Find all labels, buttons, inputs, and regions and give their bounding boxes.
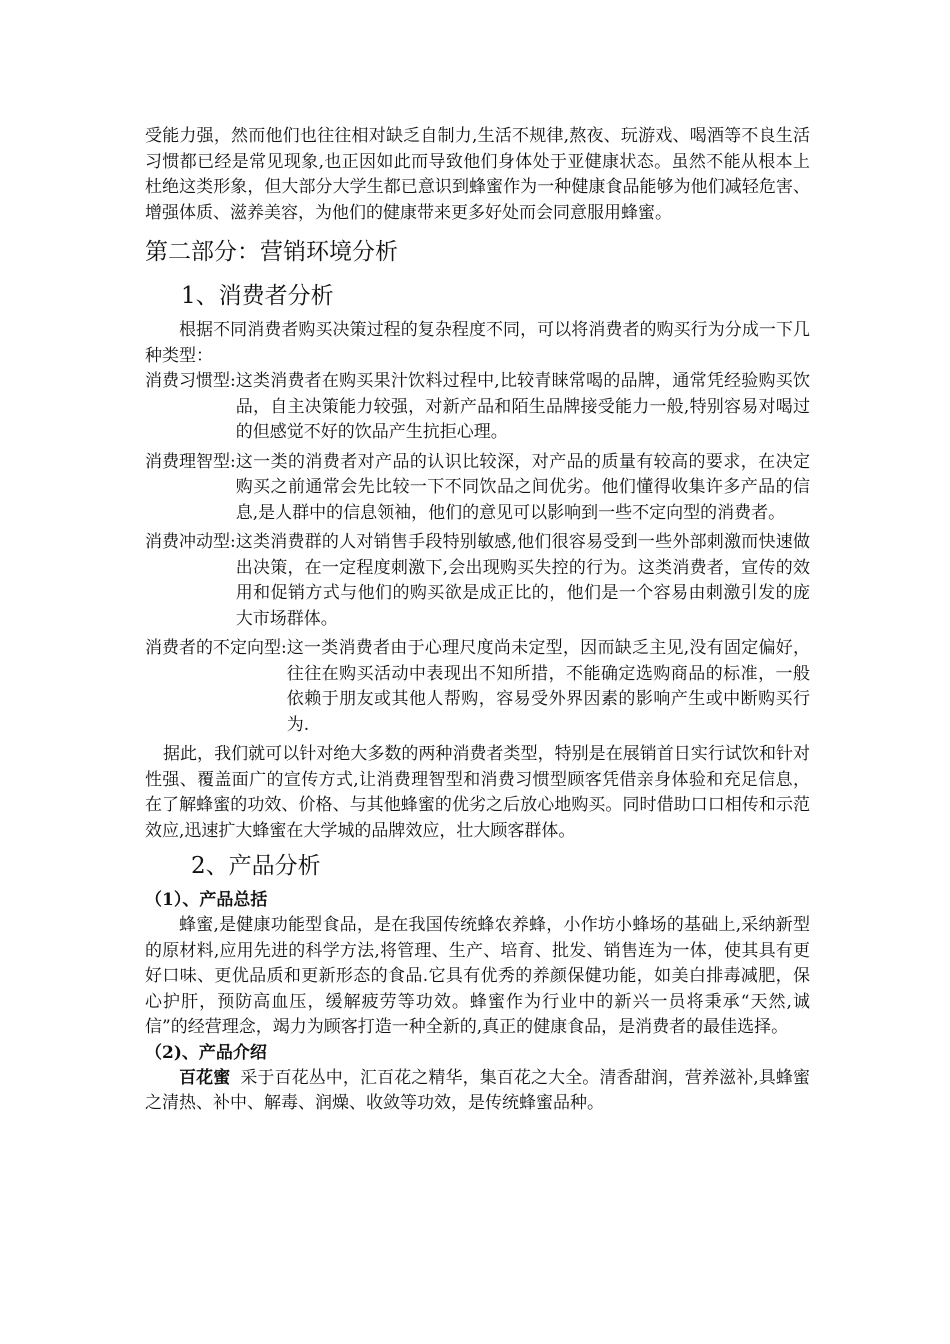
consumer-type-rational <box>145 450 810 527</box>
consumer-type-term: 消费者的不定向型: <box>145 638 287 658</box>
product-intro-paragraph <box>145 1066 810 1117</box>
consumer-type-term: 消费理智型: <box>145 451 236 472</box>
part2-heading: 第二部分：营销环境分析 <box>145 239 398 265</box>
consumer-type-undecided <box>145 636 810 738</box>
consumer-type-desc: 这类消费者在购买果汁饮料过程中,比较青睐常喝的品牌，通常凭经验购买饮品，自主决策能力较强，对新产品和陌生品牌接受能力一般,特别容易对喝过的但感觉不好的饮品产生抗拒心理。 <box>235 371 810 442</box>
consumer-types-list <box>145 369 810 738</box>
section1-conclusion: 据此，我们就可以针对绝大多数的两种消费者类型，特别是在展销首日实行试饮和针对性强、覆盖面广的宣传方式,让消费理智型和消费习惯型顾客凭借亲身体验和充足信息，在了解蜂蜜的功效、价格、与其他蜂蜜的优劣之后放心地购买。同时借助口口相传和示范效应,迅速扩大蜂蜜在大学城的品牌效应，壮大顾客群体。 <box>145 744 810 841</box>
consumer-type-desc: 这一类消费者由于心理尺度尚未定型，因而缺乏主见,没有固定偏好，往往在购买活动中表现出不知所措，不能确定选购商品的标准，一般依赖于朋友或其他人帮购，容易受外界因素的影响产生或中断购买行为. <box>286 638 810 735</box>
consumer-type-term: 消费冲动型: <box>145 532 236 552</box>
sub1-text: 蜂蜜,是健康功能型食品，是在我国传统蜂农养蜂，小作坊小蜂场的基础上,采纳新型的原材料,应用先进的科学方法,将管理、生产、培育、批发、销售连为一体，使其具有更好口味、更优品质和更新形态的食品.它具有优秀的养颜保健功能，如美白排毒减肥，保心护肝，预防高血压，缓解疲劳等功效。蜂蜜作为行业中的新兴一员将秉承“天然,诚信”的经营理念，竭力为顾客打造一种全新的,真正的健康食品，是消费者的最佳选择。 <box>145 915 810 1037</box>
section1-intro: 根据不同消费者购买决策过程的复杂程度不同，可以将消费者的购买行为分成一下几种类型： <box>145 320 810 366</box>
section2-heading: 2、产品分析 <box>191 853 321 879</box>
product-name: 百花蜜 <box>179 1067 231 1088</box>
consumer-type-desc: 这一类的消费者对产品的认识比较深，对产品的质量有较高的要求，在决定购买之前通常会先比较一下不同饮品之间优劣。他们懂得收集许多产品的信息,是人群中的信息领袖，他们的意见可以影响到一些不定向型的消费者。 <box>235 451 810 523</box>
consumer-type-desc: 这类消费群的人对销售手段特别敏感,他们很容易受到一些外部刺激而快速做出决策，在一定程度刺激下,会出现购买失控的行为。这类消费者，宣传的效用和促销方式与他们的购买欲是成正比的，他们是一个容易由刺激引发的庞大市场群体。 <box>235 532 810 629</box>
sub1-heading: （1）、产品总括 <box>145 890 268 910</box>
section1-heading: 1、消费者分析 <box>181 283 334 309</box>
document-page <box>145 124 810 1117</box>
intro-paragraph: 受能力强，然而他们也往往相对缺乏自制力,生活不规律,熬夜、玩游戏、喝酒等不良生活习惯都已经是常见现象,也正因如此而导致他们身体处于亚健康状态。虽然不能从根本上杜绝这类形象，但大部分大学生都已意识到蜂蜜作为一种健康食品能够为他们减轻危害、增强体质、滋养美容，为他们的健康带来更多好处而会同意服用蜂蜜。 <box>145 126 810 223</box>
consumer-type-term: 消费习惯型: <box>145 371 236 391</box>
sub2-heading: （2)、产品介绍 <box>145 1042 267 1063</box>
consumer-type-impulsive <box>145 530 810 632</box>
consumer-type-habitual <box>145 369 810 446</box>
product-text: 采于百花丛中，汇百花之精华，集百花之大全。清香甜润，营养滋补,具蜂蜜之清热、补中、解毒、润燥、收敛等功效，是传统蜂蜜品种。 <box>145 1067 811 1113</box>
